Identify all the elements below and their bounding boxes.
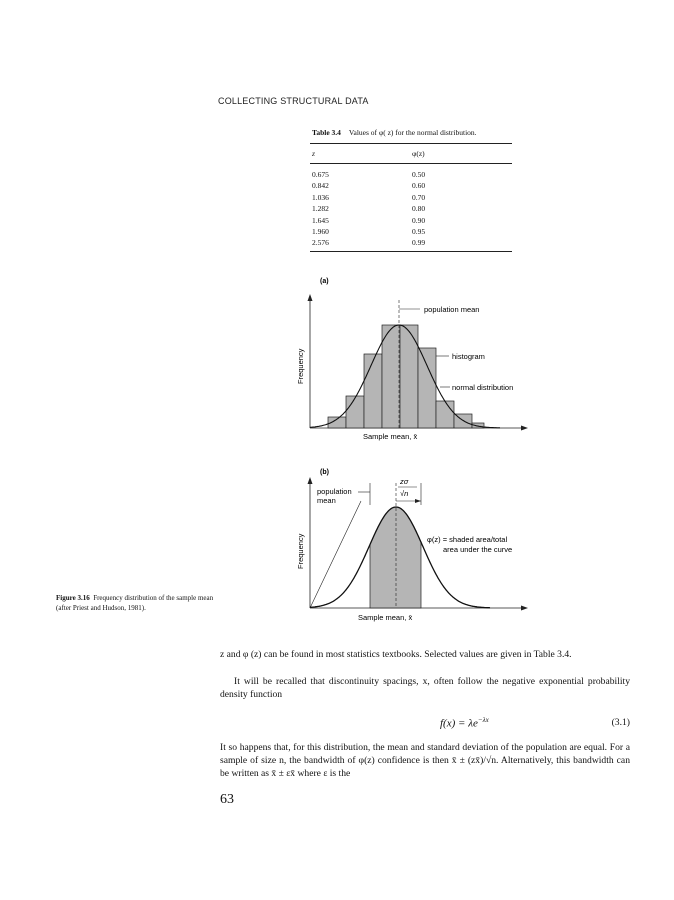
table-cell: 0.99 [412,238,426,248]
figure-caption-text: Frequency distribution of the sample mean (after Priest and Hudson, 1981). [56,594,214,612]
phi-area-label-line2: area under the curve [443,545,513,554]
table-top-rule [310,143,512,144]
table-cell: 0.80 [412,204,426,214]
table-cell: 1.282 [312,204,329,214]
figure-b-y-arrow [308,477,313,484]
figure-a-x-label: Sample mean, x̄ [363,432,418,441]
table-column-z [312,169,329,249]
paragraph-text: It so happens that, for this distribution, the mean and standard deviation of the population are equal. For a sample of size n, the bandwidth of φ(z) confidence is then x̄ ± (zx̄)/√n. Alternatively, this bandwidth can be written as x̄ ± εx̄ where ε is the [220,742,630,780]
table-header-z: z [312,149,315,158]
phi-area-label-line1: φ(z) = shaded area/total [427,535,508,544]
figure-b-x-arrow [521,606,528,611]
figure-b [290,463,540,625]
table-cell: 0.60 [412,181,426,191]
table-cell: 0.842 [312,181,329,191]
equation-number: (3.1) [611,717,630,728]
paragraph-text: It will be recalled that discontinuity spacings, x, often follow the negative exponential probability density function [220,676,630,701]
histogram-bar [418,348,436,428]
table-caption-text: Values of φ( z) for the normal distribution. [348,128,477,137]
paragraph-text: z and φ (z) can be found in most statistics textbooks. Selected values are given in Table 3.4. [220,649,572,660]
histogram-bars [328,325,484,428]
population-mean-label-line1: population [317,487,352,496]
bandwidth-denominator: √n [400,489,409,498]
equation-body: f(x) = λe [440,717,478,730]
figure-a-panel-label: (a) [320,278,329,285]
bandwidth-numerator: zσ [400,477,409,486]
figure-a-y-arrow [308,294,313,301]
table-bottom-rule [310,251,512,252]
table-cell: 1.645 [312,215,329,225]
table-caption [312,128,477,137]
population-mean-label-line2: mean [317,496,336,505]
table-cell: 0.50 [412,170,426,179]
table-cell: 2.576 [312,238,329,248]
shaded-confidence-area [370,507,421,608]
figure-a-y-label: Frequency [296,348,305,384]
table-cell: 0.70 [412,192,426,202]
bandwidth-arrowhead [415,499,421,503]
histogram-bar [382,325,400,428]
figure-b-panel-label: (b) [320,469,329,476]
figure-a [290,272,540,452]
figure-b-y-label: Frequency [296,533,305,569]
histogram-bar [346,396,364,428]
table-header-rule [310,163,512,164]
figure-caption [56,593,216,613]
table-label: Table 3.4 [312,128,341,137]
normal-distribution-label: normal distribution [452,383,514,392]
table-cell: 0.675 [312,170,329,179]
table-cell: 1.036 [312,192,329,202]
table-column-phi [412,169,425,249]
histogram-bar [436,401,454,428]
running-header: COLLECTING STRUCTURAL DATA [218,96,369,106]
table-cell: 0.95 [412,227,426,237]
diagonal-line [310,501,361,608]
body-paragraph-2 [220,675,630,701]
body-paragraph-1 [220,648,630,661]
figure-a-x-arrow [521,426,528,431]
body-paragraph-3 [220,741,630,781]
histogram-label: histogram [452,352,485,361]
equation-exponent: −λx [477,716,489,724]
figure-b-x-label: Sample mean, x̄ [358,613,413,622]
histogram-bar [364,354,382,428]
page-number: 63 [220,792,234,807]
population-mean-label: population mean [424,305,480,314]
equation-expression [440,716,489,730]
table-cell: 1.960 [312,227,329,237]
table-header-phi: φ(z) [412,149,425,158]
figure-caption-label: Figure 3.16 [56,594,90,602]
table-cell: 0.90 [412,215,426,225]
